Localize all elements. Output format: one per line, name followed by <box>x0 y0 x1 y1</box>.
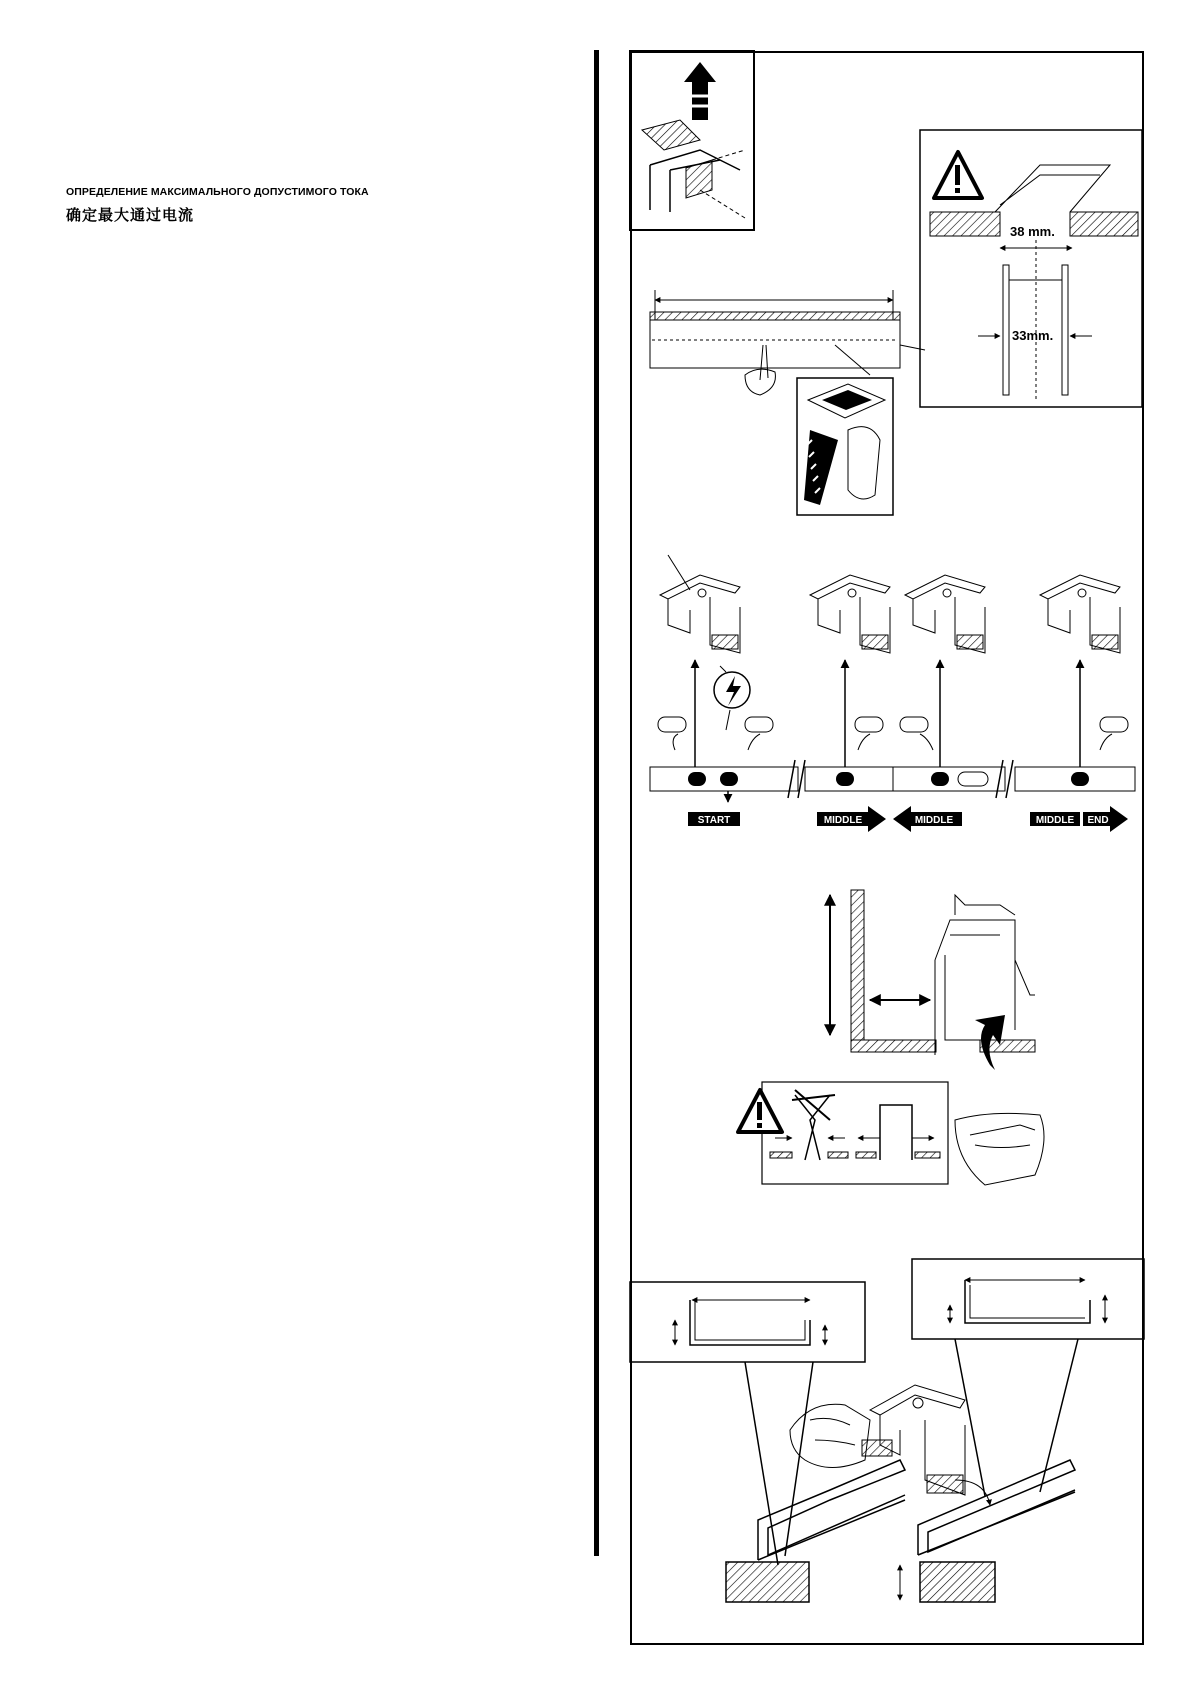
clip-bracket-icon <box>660 575 740 653</box>
clip-bracket-icon <box>1040 575 1120 653</box>
dim-38-label: 38 mm. <box>1010 224 1055 239</box>
wall-clearance-drawing <box>830 890 1035 1070</box>
profile-length-drawing <box>650 290 925 395</box>
clip-bracket-icon <box>905 575 985 653</box>
profile-assembly-drawing <box>630 1259 1144 1602</box>
warning-icon <box>934 152 982 198</box>
start-label: START <box>697 815 731 826</box>
saw-cutting-inset <box>797 378 893 515</box>
clip-warning-inset <box>738 1082 1044 1185</box>
heading-russian: ОПРЕДЕЛЕНИЕ МАКСИМАЛЬНОГО ДОПУСТИМОГО ТОКА <box>66 186 369 198</box>
track-width-inset <box>920 130 1142 407</box>
end-label: END <box>1087 815 1109 826</box>
middle-label-2: MIDDLE <box>914 815 954 826</box>
ceiling-cutout-inset <box>630 51 754 230</box>
saw-icon <box>804 430 838 505</box>
middle-label-3: MIDDLE <box>1035 815 1075 826</box>
clip-bracket-icon <box>810 575 890 653</box>
warning-icon <box>738 1090 782 1132</box>
lightning-icon <box>714 666 750 730</box>
middle-label-1: MIDDLE <box>823 815 863 826</box>
clip-bracket-icon <box>862 1385 965 1495</box>
brackets-row <box>650 555 1135 832</box>
heading-chinese: 确定最大通过电流 <box>66 206 195 224</box>
hand-icon <box>955 1113 1044 1185</box>
arrow-up-icon <box>684 62 716 120</box>
dim-33-label: 33mm. <box>1012 328 1054 343</box>
